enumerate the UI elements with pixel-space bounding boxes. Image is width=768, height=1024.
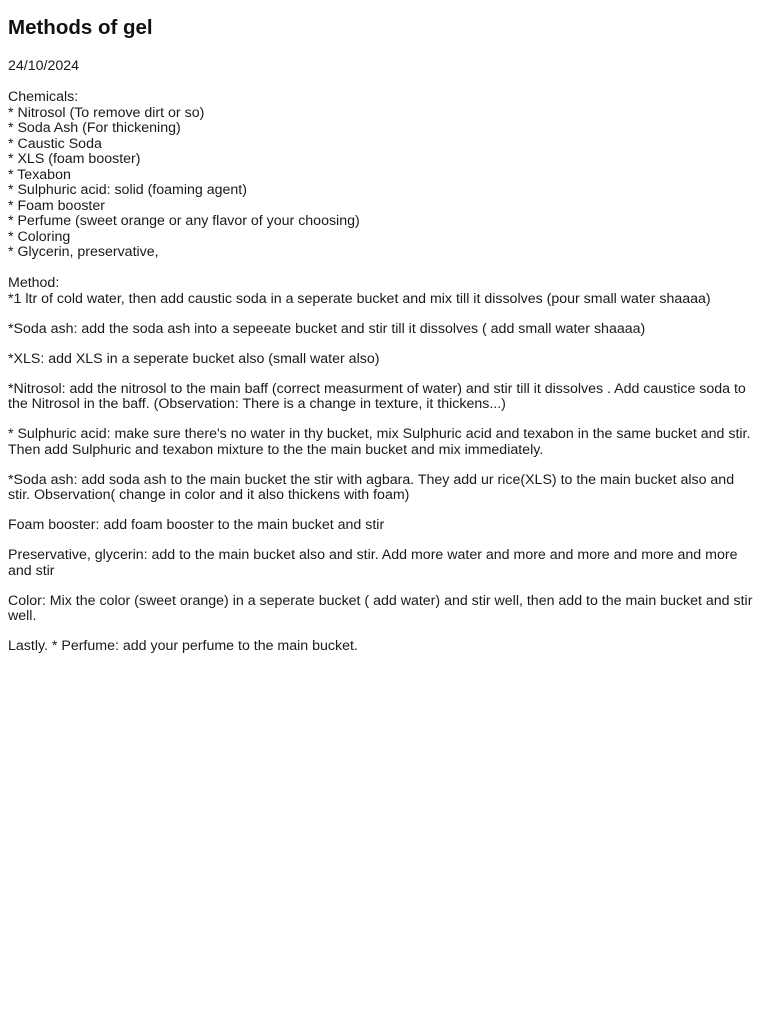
chemical-item: * Nitrosol (To remove dirt or so) — [8, 104, 205, 121]
method-step: *XLS: add XLS in a seperate bucket also (small water also) — [8, 350, 380, 367]
chemical-item: * Caustic Soda — [8, 135, 102, 152]
chemicals-list — [8, 106, 760, 261]
chemical-item: * Sulphuric acid: solid (foaming agent) — [8, 182, 247, 198]
method-step: *Soda ash: add soda ash to the main bucket the stir with agbara. They add ur rice(XLS) to the main bucket also and stir. Observation( change in color and it also thickens with foam) — [8, 471, 735, 503]
chemical-item: * Coloring — [8, 228, 71, 245]
chemicals-label: Chemicals: — [8, 89, 79, 105]
method-steps — [8, 292, 760, 655]
chemical-item: * Glycerin, preservative, — [8, 244, 159, 260]
method-step: Foam booster: add foam booster to the main bucket and stir — [8, 517, 385, 533]
document-title: Methods of gel — [8, 16, 153, 39]
method-step: *1 ltr of cold water, then add caustic soda in a seperate bucket and mix till it dissolves (pour small water shaaaa) — [8, 290, 711, 307]
method-step: Lastly. * Perfume: add your perfume to the main bucket. — [8, 638, 358, 654]
method-step: *Soda ash: add the soda ash into a sepeeate bucket and stir till it dissolves ( add small water shaaaa) — [8, 320, 646, 337]
method-step: Color: Mix the color (sweet orange) in a seperate bucket ( add water) and stir well, then add to the main bucket and stir well. — [8, 592, 753, 624]
method-step: Preservative, glycerin: add to the main bucket also and stir. Add more water and more and more and more and more and stir — [8, 547, 738, 579]
method-step: * Sulphuric acid: make sure there's no water in thy bucket, mix Sulphuric acid and texabon in the same bucket and stir. Then add Sulphuric and texabon mixture to the the main bucket and mix immediately. — [8, 426, 751, 458]
chemical-item: * Perfume (sweet orange or any flavor of your choosing) — [8, 213, 360, 229]
method-label: Method: — [8, 275, 60, 291]
chemical-item: * XLS (foam booster) — [8, 151, 141, 167]
chemical-item: * Foam booster — [8, 197, 105, 214]
method-step: *Nitrosol: add the nitrosol to the main baff (correct measurment of water) and stir till it dissolves . Add caustice soda to the Nitrosol in the baff. (Observation: There is a change in texture, it thickens...) — [8, 380, 746, 412]
chemical-item: * Texabon — [8, 166, 71, 183]
chemical-item: * Soda Ash (For thickening) — [8, 120, 181, 136]
document-date: 24/10/2024 — [8, 58, 80, 74]
